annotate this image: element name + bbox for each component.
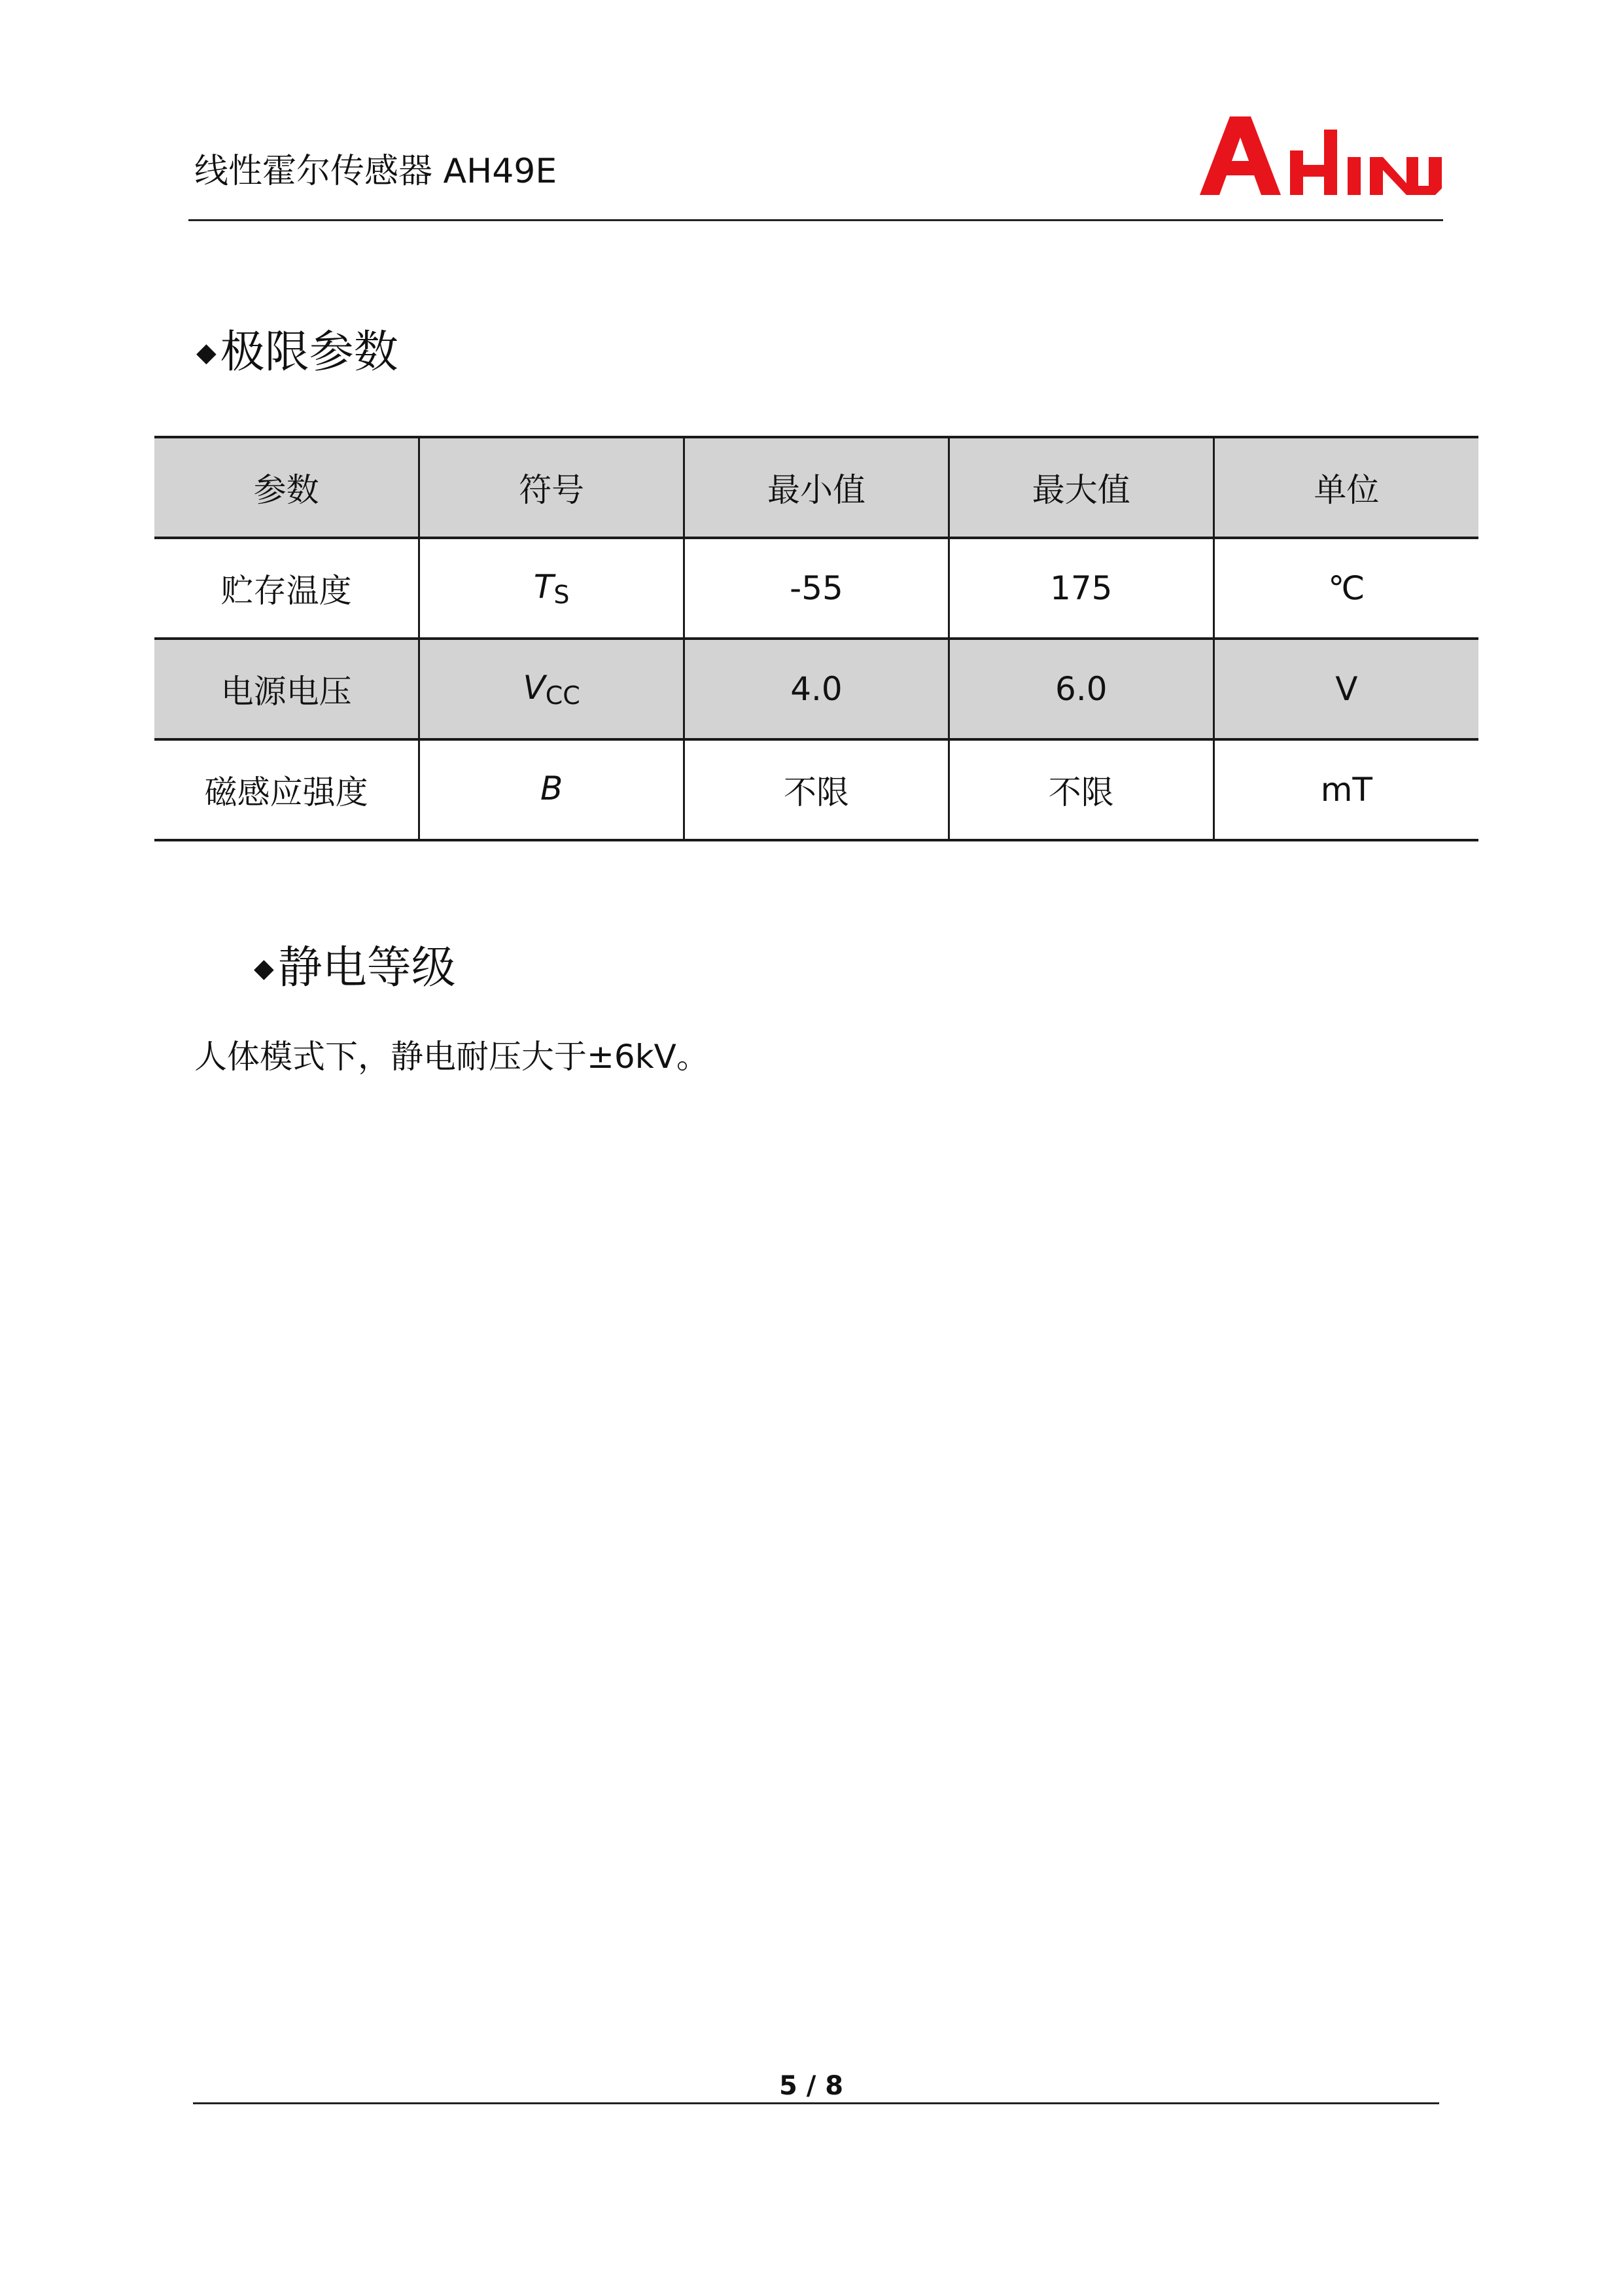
min-cell: 4.0 <box>684 639 949 739</box>
max-cell: 175 <box>949 538 1213 639</box>
esd-description: 人体模式下，静电耐压大于±6kV。 <box>194 1038 709 1076</box>
diamond-bullet-icon: ◆ <box>254 953 274 983</box>
company-logo <box>1198 110 1447 208</box>
document-title: 线性霍尔传感器 AH49E <box>194 152 557 191</box>
section-heading-limits <box>196 327 398 378</box>
section-heading-text: 静电等级 <box>277 942 456 994</box>
max-cell: 不限 <box>949 739 1213 840</box>
min-cell: 不限 <box>684 739 949 840</box>
table-header-row <box>154 437 1478 538</box>
param-cell: 磁感应强度 <box>154 739 419 840</box>
diamond-bullet-icon: ◆ <box>196 338 217 368</box>
symbol-main: T <box>533 567 554 606</box>
symbol-cell <box>419 639 684 739</box>
param-cell: 电源电压 <box>154 639 419 739</box>
unit-cell: V <box>1213 639 1478 739</box>
param-cell: 贮存温度 <box>154 538 419 639</box>
unit-cell: mT <box>1213 739 1478 840</box>
symbol-cell <box>419 538 684 639</box>
symbol-main: B <box>540 769 563 807</box>
section-heading-text: 极限参数 <box>220 327 398 378</box>
symbol-main: V <box>523 668 546 707</box>
page-number: 5 / 8 <box>778 2071 844 2101</box>
min-cell: -55 <box>684 538 949 639</box>
column-header-min: 最小值 <box>684 437 949 538</box>
footer-divider <box>193 2102 1439 2104</box>
limits-table <box>154 436 1478 841</box>
unit-cell: ℃ <box>1213 538 1478 639</box>
section-heading-esd <box>254 942 456 994</box>
table-row <box>154 739 1478 840</box>
column-header-unit: 单位 <box>1213 437 1478 538</box>
symbol-sub: CC <box>545 680 580 710</box>
table-row <box>154 538 1478 639</box>
column-header-max: 最大值 <box>949 437 1213 538</box>
column-header-param: 参数 <box>154 437 419 538</box>
table-row <box>154 639 1478 739</box>
symbol-cell <box>419 739 684 840</box>
max-cell: 6.0 <box>949 639 1213 739</box>
symbol-sub: S <box>553 580 570 609</box>
column-header-symbol: 符号 <box>419 437 684 538</box>
header-divider <box>188 219 1443 221</box>
